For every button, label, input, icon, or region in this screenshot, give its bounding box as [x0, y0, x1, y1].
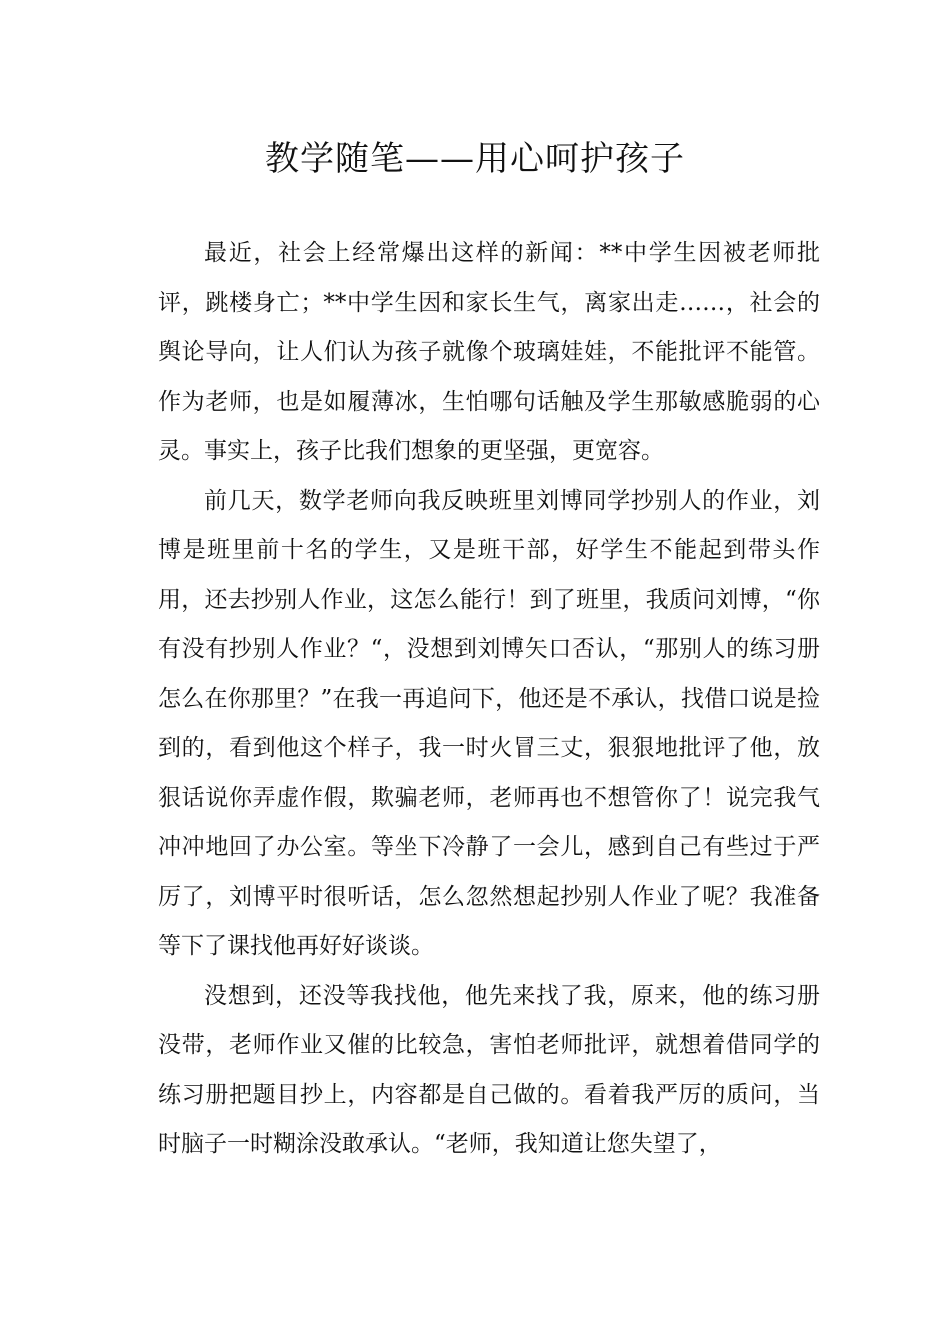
document-title: 教学随笔——用心呵护孩子: [265, 139, 685, 179]
paragraph-3: 没想到，还没等我找他，他先来找了我，原来，他的练习册没带，老师作业又催的比较急，害怕老师批评，就想着借同学的练习册把题目抄上，内容都是自己做的。看着我严厉的质问，当时脑子一时糊涂没敢承认。“老师，我知道让您失望了，: [158, 982, 820, 1157]
document-body: [158, 229, 820, 1170]
paragraph-2: 前几天，数学老师向我反映班里刘博同学抄别人的作业，刘博是班里前十名的学生，又是班干部，好学生不能起到带头作用，还去抄别人作业，这怎么能行！到了班里，我质问刘博，“你有没有抄别人作业？“，没想到刘博矢口否认，“那别人的练习册怎么在你那里？”在我一再追问下，他还是不承认，找借口说是捡到的，看到他这个样子，我一时火冒三丈，狠狠地批评了他，放狠话说你弄虚作假，欺骗老师，老师再也不想管你了！说完我气冲冲地回了办公室。等坐下冷静了一会儿，感到自己有些过于严厉了，刘博平时很听话，怎么忽然想起抄别人作业了呢？我准备等下了课找他再好好谈谈。: [158, 487, 820, 959]
paragraph-1: 最近，社会上经常爆出这样的新闻：**中学生因被老师批评，跳楼身亡；**中学生因和家长生气，离家出走……，社会的舆论导向，让人们认为孩子就像个玻璃娃娃，不能批评不能管。作为老师，也是如履薄冰，生怕哪句话触及学生那敏感脆弱的心灵。事实上，孩子比我们想象的更坚强，更宽容。: [158, 240, 821, 464]
